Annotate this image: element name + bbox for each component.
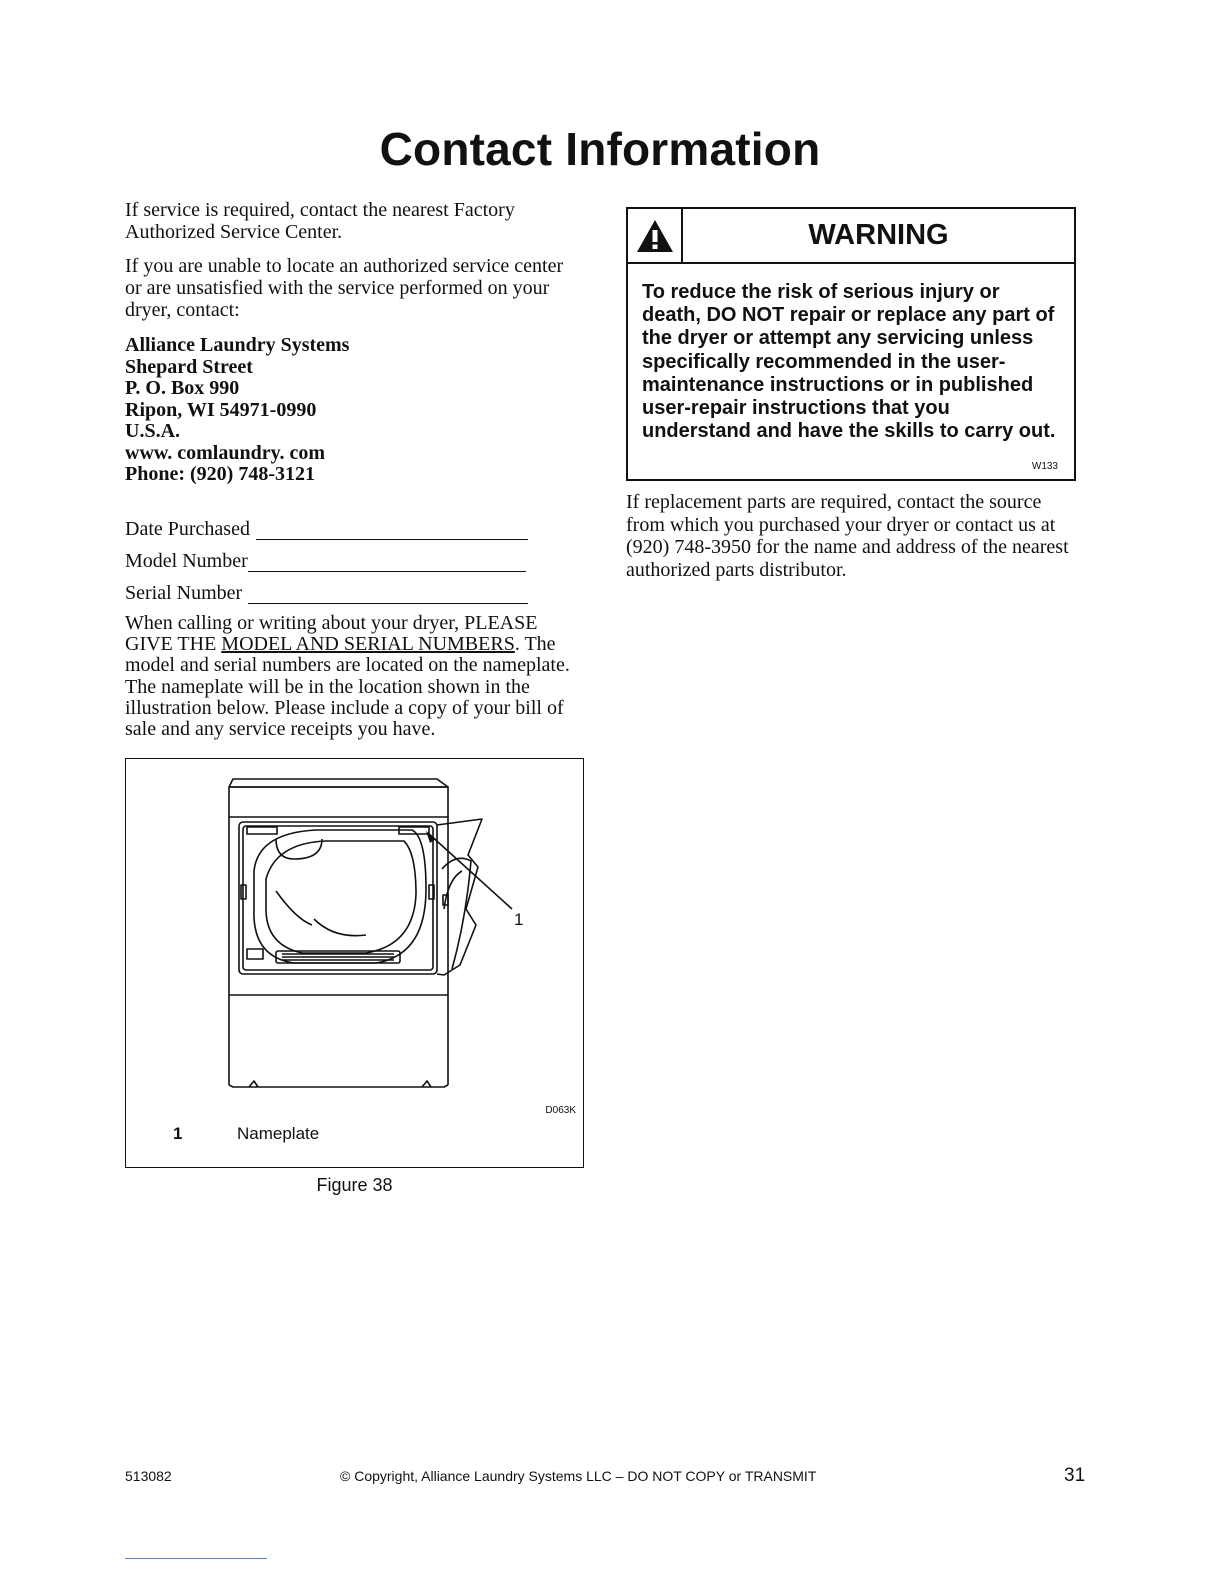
callout-number: 1 xyxy=(514,910,524,929)
address-country: U.S.A. xyxy=(125,420,181,442)
address-po-box: P. O. Box 990 xyxy=(125,377,240,399)
warning-code: W133 xyxy=(1031,461,1058,472)
left-column xyxy=(125,199,585,486)
warning-header xyxy=(628,209,1074,264)
footer-doc-number: 513082 xyxy=(125,1468,172,1484)
intro-paragraph-2: If you are unable to locate an authorized service center or are unsatisfied with the service performed on your dryer, contact: xyxy=(125,255,564,321)
warning-box xyxy=(626,207,1076,481)
calling-emphasis: MODEL AND SERIAL NUMBERS xyxy=(221,633,515,656)
legend-label: Nameplate xyxy=(237,1124,320,1143)
figure-code: D063K xyxy=(545,1105,576,1116)
bottom-rule xyxy=(125,1558,267,1559)
figure-caption: Figure 38 xyxy=(316,1175,393,1195)
serial-number-line[interactable] xyxy=(248,585,528,604)
date-purchased-row xyxy=(125,518,528,540)
model-number-label: Model Number xyxy=(125,550,248,572)
footer-page-number: 31 xyxy=(1064,1465,1086,1486)
warning-icon-cell xyxy=(628,209,683,262)
serial-number-row xyxy=(125,582,528,604)
warning-text-1: To reduce the risk of serious injury or death, xyxy=(642,281,1000,327)
address-block xyxy=(125,335,585,486)
warning-title: WARNING xyxy=(808,219,949,251)
warning-text-emphasis: DO NOT xyxy=(706,304,785,327)
warning-triangle-icon xyxy=(635,218,675,254)
model-number-row xyxy=(125,550,526,572)
dryer-illustration xyxy=(126,759,582,1167)
address-city: Ripon, WI 54971-0990 xyxy=(125,398,317,421)
address-street: Shepard Street xyxy=(125,355,253,378)
calling-text-1: When calling or writing about your dryer, PLEASE GIVE THE xyxy=(125,612,538,656)
calling-text-2: . The model and serial numbers are located on the nameplate. The nameplate will be in the location shown in the illustration below. Please include a copy of your bill of sale and any service receipts you have. xyxy=(125,633,570,741)
page-title: Contact Information xyxy=(379,123,821,175)
warning-text-2: repair or replace any part of the dryer or attempt any servicing unless specifically recommended in the user-maintenance instructions or in published user-repair instructions that you understand and have the skills to carry out. xyxy=(642,304,1056,443)
warning-text xyxy=(628,264,1074,443)
figure-box xyxy=(125,758,584,1168)
legend-number: 1 xyxy=(173,1124,183,1143)
address-company: Alliance Laundry Systems xyxy=(125,334,350,356)
serial-number-label: Serial Number xyxy=(125,582,243,604)
calling-paragraph xyxy=(125,613,583,740)
model-number-line[interactable] xyxy=(248,553,526,572)
address-website: www. comlaundry. com xyxy=(125,441,325,464)
intro-paragraph-1: If service is required, contact the nearest Factory Authorized Service Center. xyxy=(125,199,515,243)
address-phone: Phone: (920) 748-3121 xyxy=(125,463,315,485)
date-purchased-line[interactable] xyxy=(256,521,528,540)
date-purchased-label: Date Purchased xyxy=(125,518,250,540)
footer-copyright: © Copyright, Alliance Laundry Systems LLC – DO NOT COPY or TRANSMIT xyxy=(340,1468,817,1484)
replacement-paragraph: If replacement parts are required, contact the source from which you purchased your dryer or contact us at (920) 748-3950 for the name and address of the nearest authorized parts distributor. xyxy=(626,491,1069,581)
